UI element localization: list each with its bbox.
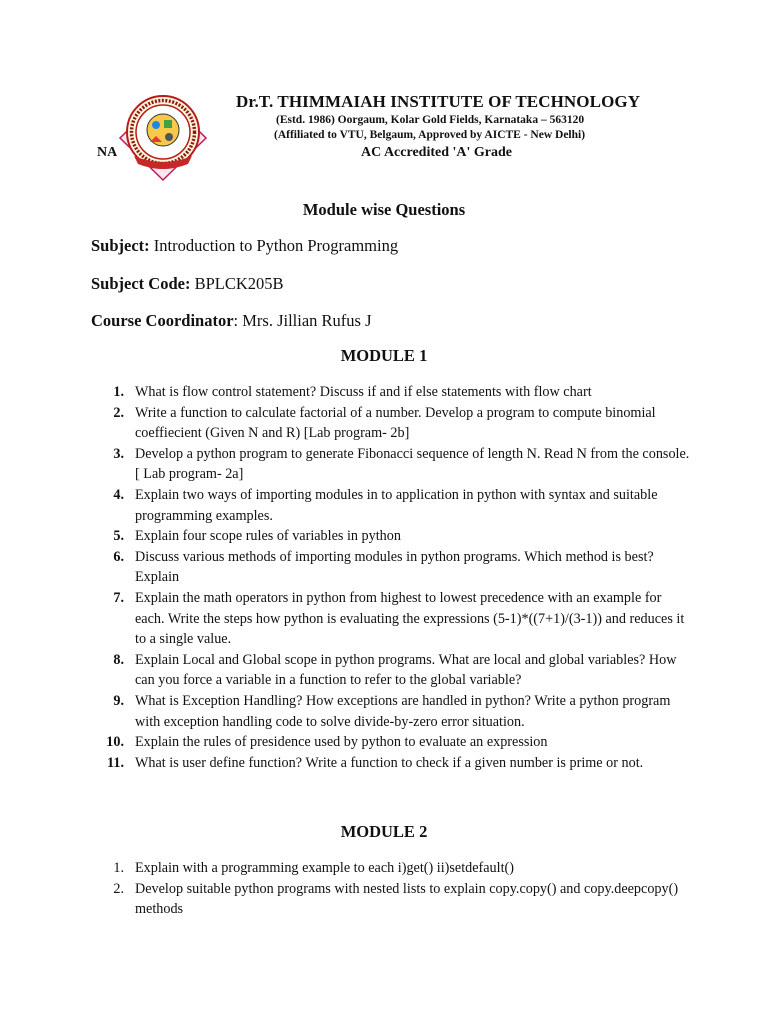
question-text: What is user define function? Write a function to check if a given number is prime or not. xyxy=(135,754,644,771)
subject-label: Subject: xyxy=(91,236,150,255)
question-text: Explain with a programming example to each i)get() ii)setdefault() xyxy=(135,860,514,876)
list-item xyxy=(91,858,691,879)
institute-name: Dr.T. THIMMAIAH INSTITUTE OF TECHNOLOGY xyxy=(236,92,641,111)
question-text: Explain the math operators in python from highest to lowest precedence with an example for each. Write the steps how python is evaluating the expressions (5-1)*((7+1)/(3-1)) and reduces it to a single value. xyxy=(135,589,685,648)
module-1-heading: MODULE 1 xyxy=(340,346,428,365)
institute-logo-emblem xyxy=(118,90,208,182)
side-label: NA xyxy=(97,145,118,160)
list-item xyxy=(91,547,691,588)
list-item xyxy=(91,588,691,650)
list-item xyxy=(91,691,691,732)
list-item xyxy=(91,732,691,753)
question-number: 8. xyxy=(113,651,124,668)
module-2-question-list xyxy=(91,858,691,920)
question-number: 11. xyxy=(107,754,124,771)
institute-accreditation: AC Accredited 'A' Grade xyxy=(361,145,512,160)
document-title: Module wise Questions xyxy=(302,200,466,219)
institute-address: (Estd. 1986) Oorgaum, Kolar Gold Fields, Karnataka – 563120 xyxy=(276,114,585,126)
question-number: 6. xyxy=(113,548,124,565)
question-text: Explain four scope rules of variables in python xyxy=(135,528,401,545)
list-item xyxy=(91,526,691,547)
module-1-question-list xyxy=(91,382,691,773)
coordinator-value: : Mrs. Jillian Rufus J xyxy=(233,311,372,330)
list-item xyxy=(91,753,691,774)
list-item xyxy=(91,650,691,691)
question-number: 1. xyxy=(113,860,124,876)
question-number: 7. xyxy=(113,589,124,606)
subject-value: Introduction to Python Programming xyxy=(153,236,399,255)
institute-logo xyxy=(118,90,208,182)
question-number: 5. xyxy=(113,528,124,545)
question-number: 4. xyxy=(113,486,124,503)
question-text: Discuss various methods of importing modules in python programs. Which method is best?Explain xyxy=(135,548,654,586)
institute-affiliation: (Affiliated to VTU, Belgaum, Approved by AICTE - New Delhi) xyxy=(274,129,586,141)
list-item xyxy=(91,403,691,444)
question-number: 9. xyxy=(113,692,124,709)
subject-line xyxy=(91,236,398,256)
question-number: 2. xyxy=(113,404,124,421)
list-item xyxy=(91,444,691,485)
module-2-heading: MODULE 2 xyxy=(340,822,428,841)
question-number: 10. xyxy=(106,734,124,751)
list-item xyxy=(91,382,691,403)
question-text: Explain the rules of presidence used by python to evaluate an expression xyxy=(135,734,548,751)
question-text: Develop suitable python programs with nested lists to explain copy.copy() and copy.deepcopy() methods xyxy=(135,880,679,918)
question-text: Write a function to calculate factorial of a number. Develop a program to compute binomial coeffiecient (Given N and R) [Lab program- 2b] xyxy=(135,404,656,442)
subject-code-value: BPLCK205B xyxy=(194,274,284,293)
subject-code-label: Subject Code: xyxy=(91,274,191,293)
question-text: Explain two ways of importing modules in to application in python with syntax and suitable programming examples. xyxy=(135,486,658,524)
question-text: What is Exception Handling? How exceptions are handled in python? Write a python program with exception handling code to solve divide-by-zero error situation. xyxy=(135,692,671,730)
question-number: 3. xyxy=(113,445,124,462)
coordinator-line xyxy=(91,311,372,331)
question-number: 2. xyxy=(113,880,124,897)
coordinator-label: Course Coordinator xyxy=(91,311,234,330)
list-item xyxy=(91,485,691,526)
list-item xyxy=(91,879,691,920)
question-text: Explain Local and Global scope in python programs. What are local and global variables? How can you force a variable in a function to refer to the global variable? xyxy=(135,651,677,689)
question-text: What is flow control statement? Discuss if and if else statements with flow chart xyxy=(135,384,592,400)
subject-code-line xyxy=(91,274,284,294)
question-text: Develop a python program to generate Fibonacci sequence of length N. Read N from the console. [ Lab program- 2a] xyxy=(135,445,690,483)
question-number: 1. xyxy=(113,384,124,400)
